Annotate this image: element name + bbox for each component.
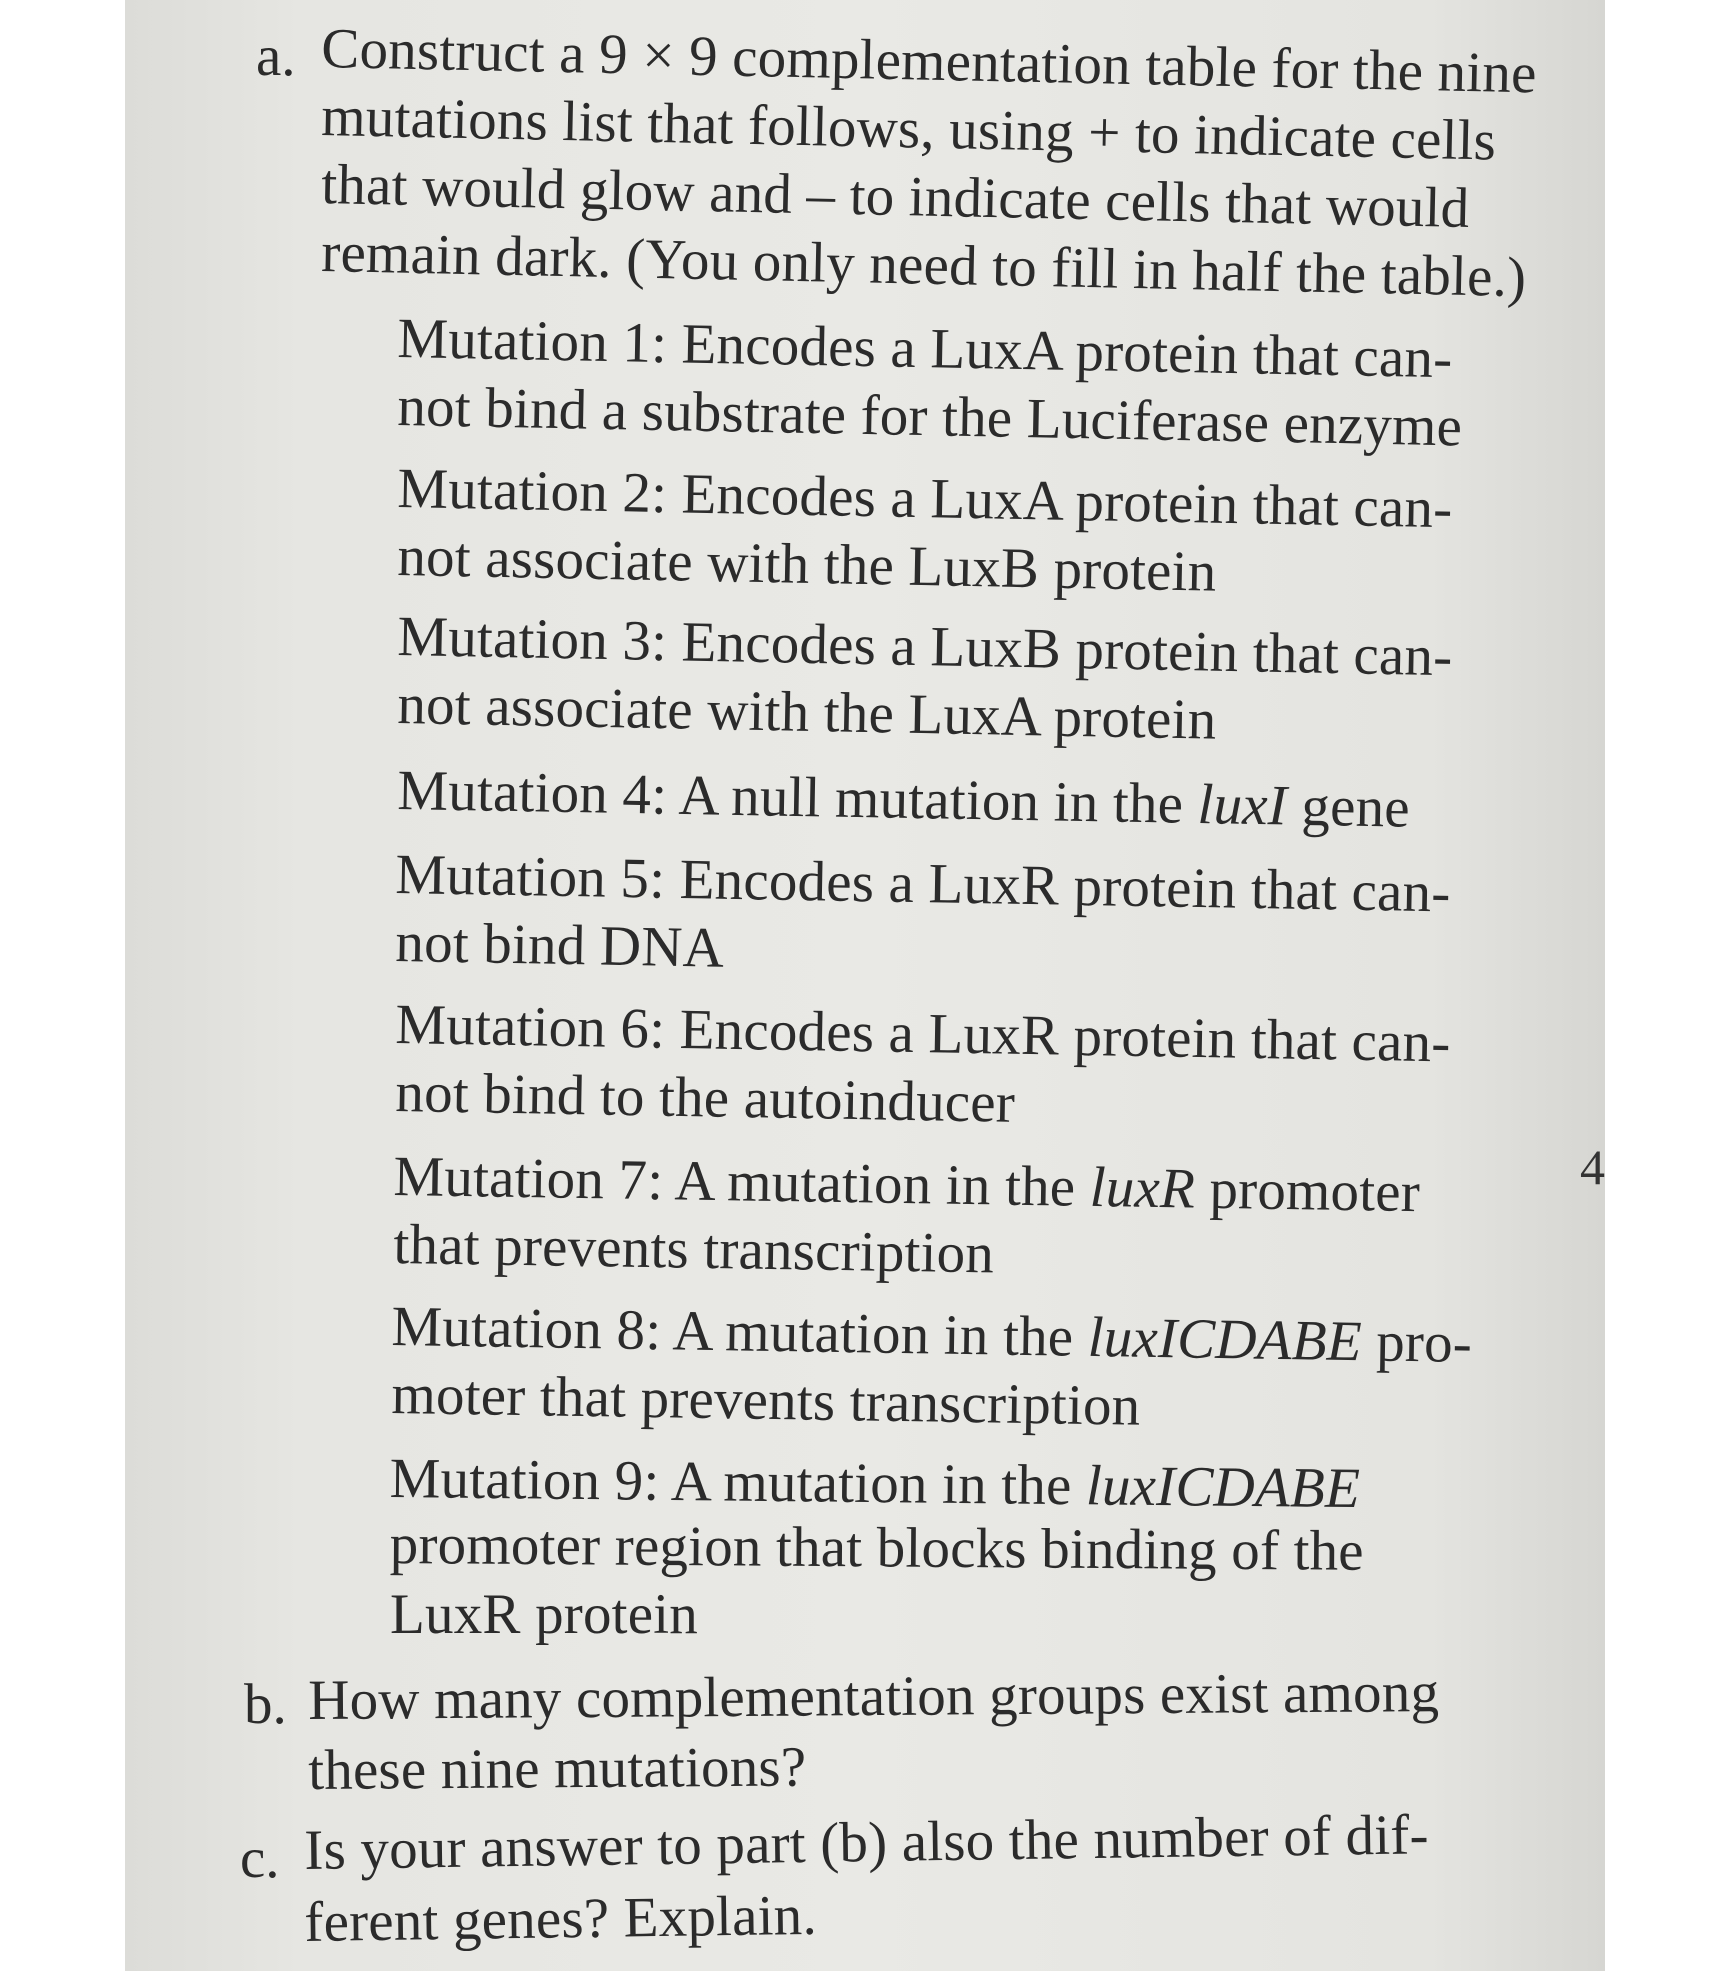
mutation-2-line-2: not associate with the LuxB protein xyxy=(396,525,1218,604)
mutation-6-line-1: Mutation 6: Encodes a LuxR protein that can- xyxy=(394,993,1452,1075)
part-a-line-3: that would glow and – to indicate cells that would xyxy=(320,153,1471,241)
mutation-7-text-pre: Mutation 7: A mutation in the xyxy=(393,1145,1091,1219)
mutation-8-text-post: pro- xyxy=(1361,1310,1473,1375)
part-a-line-2: mutations list that follows, using + to indicate cells xyxy=(320,85,1497,173)
page-edge-number: 4 xyxy=(1580,1139,1605,1195)
part-b-label: b. xyxy=(244,1673,287,1736)
mutation-8-text-pre: Mutation 8: A mutation in the xyxy=(391,1295,1089,1369)
mutation-3-line-1: Mutation 3: Encodes a LuxB protein that can- xyxy=(396,605,1453,689)
mutation-4-text-post: gene xyxy=(1286,774,1411,840)
mutation-2-line-1: Mutation 2: Encodes a LuxA protein that can- xyxy=(396,457,1453,541)
part-b-line-2: these nine mutations? xyxy=(307,1735,807,1802)
mutation-1-line-1: Mutation 1: Encodes a LuxA protein that can- xyxy=(396,307,1453,391)
part-a-line-4: remain dark. (You only need to fill in half the table.) xyxy=(320,221,1527,310)
mutation-7-line-2: that prevents transcription xyxy=(393,1213,995,1286)
mutation-9-line-2: promoter region that blocks binding of the xyxy=(389,1513,1365,1583)
mutation-9-gene-name: luxICDABE xyxy=(1085,1454,1361,1521)
mutation-8-gene-name: luxICDABE xyxy=(1087,1305,1363,1374)
part-c-line-1: Is your answer to part (b) also the number of dif- xyxy=(303,1803,1430,1882)
part-c-label: c. xyxy=(240,1827,280,1890)
part-a-line-1: Construct a 9 × 9 complementation table for the nine xyxy=(320,17,1538,106)
mutation-9-line-3: LuxR protein xyxy=(390,1583,698,1646)
mutation-9-line-1 xyxy=(389,1447,1361,1521)
mutation-9-text-pre: Mutation 9: A mutation in the xyxy=(389,1447,1087,1518)
mutation-5-line-2: not bind DNA xyxy=(394,911,725,980)
mutation-7-line-1 xyxy=(393,1145,1421,1225)
part-c-line-2: ferent genes? Explain. xyxy=(303,1883,818,1954)
mutation-4-gene-name: luxI xyxy=(1197,772,1288,838)
part-b-line-1: How many complementation groups exist among xyxy=(307,1661,1440,1732)
mutation-7-text-post: promoter xyxy=(1194,1157,1421,1225)
part-a-label: a. xyxy=(256,25,296,88)
mutation-7-gene-name: luxR xyxy=(1089,1155,1196,1221)
mutation-1-line-2: not bind a substrate for the Luciferase enzyme xyxy=(396,375,1463,459)
mutation-6-line-2: not bind to the autoinducer xyxy=(394,1061,1016,1135)
mutation-5-line-1: Mutation 5: Encodes a LuxR protein that can- xyxy=(394,843,1452,925)
mutation-8-line-2: moter that prevents transcription xyxy=(391,1363,1141,1438)
mutation-3-line-2: not associate with the LuxA protein xyxy=(396,673,1218,752)
mutation-4-text-pre: Mutation 4: A null mutation in the xyxy=(396,759,1199,836)
